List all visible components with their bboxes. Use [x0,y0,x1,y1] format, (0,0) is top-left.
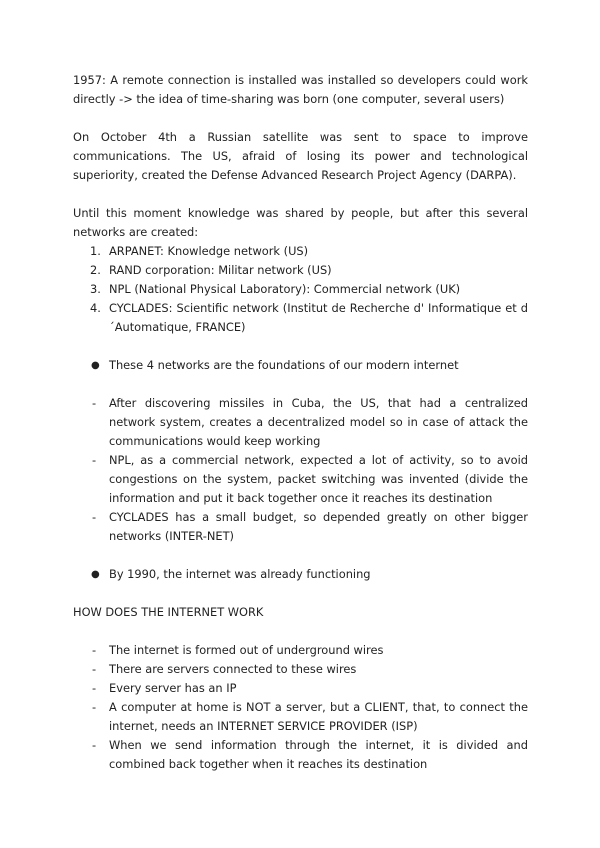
list-item [73,451,528,508]
dash-icon: - [92,396,97,410]
list-item [73,356,528,375]
list-item [73,565,528,584]
list-item-text: CYCLADES: Scientific network (Institut de Recherche d' Informatique et d´Automatique, FRANCE) [109,301,528,334]
list-item-text: ARPANET: Knowledge network (US) [109,244,309,258]
list-item-text: After discovering missiles in Cuba, the US, that had a centralized network system, creates a decentralized model so in case of attack the communications would keep working [109,396,528,448]
section-heading: HOW DOES THE INTERNET WORK [73,605,264,619]
paragraph-1957: 1957: A remote connection is installed was installed so developers could work directly -> the idea of time-sharing was born (one computer, several users) [73,73,528,106]
paragraph-october: On October 4th a Russian satellite was sent to space to improve communications. The US, afraid of losing its power and technological superiority, created the Defense Advanced Research Project Agency (DARPA). [73,130,528,182]
bullet-icon: ● [91,360,100,371]
list-item-text: These 4 networks are the foundations of our modern internet [109,358,459,372]
dash-icon: - [92,681,97,695]
dash-list-how [73,641,528,774]
list-item [73,280,528,299]
list-item [73,508,528,546]
list-item-text: When we send information through the internet, it is divided and combined back together when it reaches its destination [109,738,528,771]
list-item [73,660,528,679]
list-number: 3. [90,282,101,296]
dash-icon: - [92,453,97,467]
list-item [73,679,528,698]
list-item-text: By 1990, the internet was already functioning [109,567,371,581]
list-number: 2. [90,263,101,277]
dash-icon: - [92,700,97,714]
dash-icon: - [92,643,97,657]
list-item-text: Every server has an IP [109,681,237,695]
dash-list-facts [73,394,528,546]
list-item [73,641,528,660]
dash-icon: - [92,510,97,524]
list-number: 1. [90,244,101,258]
list-item [73,299,528,337]
list-item-text: NPL, as a commercial network, expected a lot of activity, so to avoid congestions on the system, packet switching was invented (divide the information and put it back together once it reaches its destination [109,453,528,505]
list-item-text: There are servers connected to these wires [109,662,357,676]
list-item [73,394,528,451]
networks-list [73,242,528,337]
dash-icon: - [92,738,97,752]
list-item [73,698,528,736]
list-item-text: RAND corporation: Militar network (US) [109,263,332,277]
list-item-text: A computer at home is NOT a server, but a CLIENT, that, to connect the internet, needs an INTERNET SERVICE PROVIDER (ISP) [109,700,528,733]
dash-icon: - [92,662,97,676]
bullet-icon: ● [91,569,100,580]
bullet-list-foundations [73,356,528,375]
list-item-text: NPL (National Physical Laboratory): Commercial network (UK) [109,282,461,296]
list-item [73,242,528,261]
paragraph-until: Until this moment knowledge was shared by people, but after this several networks are created: [73,206,528,239]
list-number: 4. [90,301,101,315]
list-item-text: The internet is formed out of underground wires [109,643,384,657]
document-body [73,71,528,774]
list-item-text: CYCLADES has a small budget, so depended greatly on other bigger networks (INTER-NET) [109,510,528,543]
list-item [73,736,528,774]
list-item [73,261,528,280]
bullet-list-1990 [73,565,528,584]
